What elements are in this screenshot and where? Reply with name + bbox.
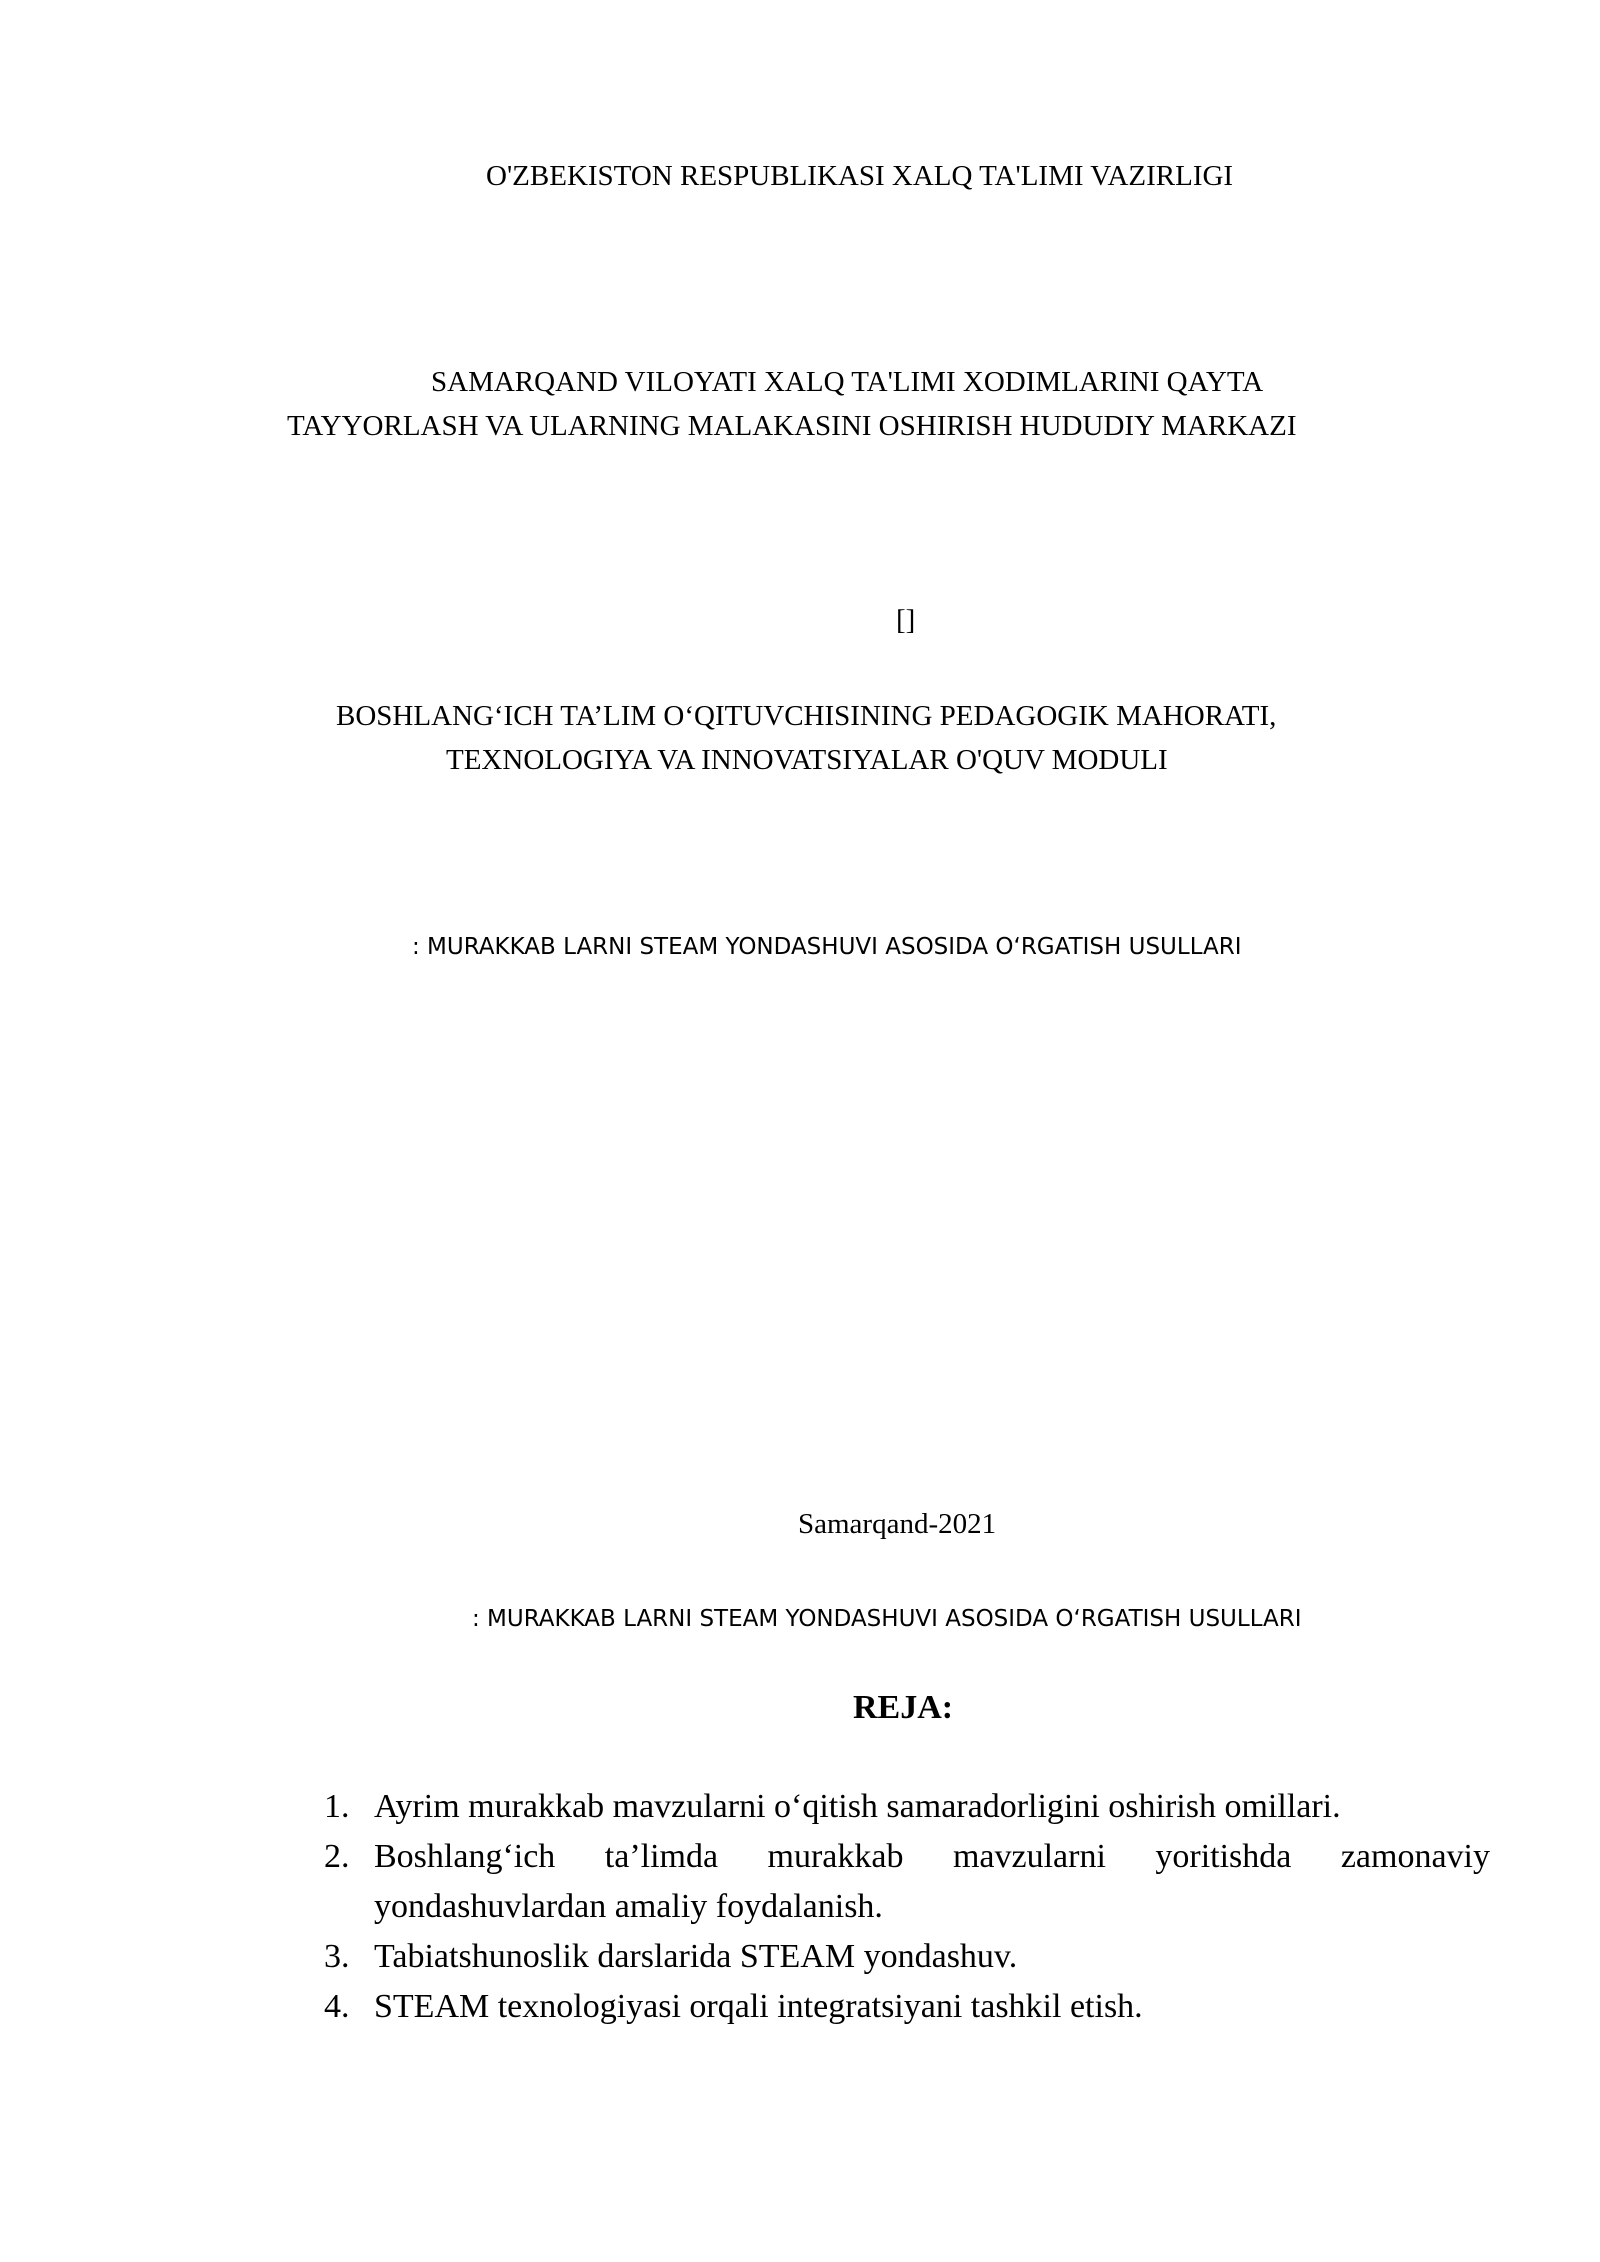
plan-item-number: 1. <box>324 1788 350 1825</box>
plan-item-text: Boshlang‘ich ta’limda murakkab mavzularni yoritishda zamonaviy yondashuvlardan amaliy foydalanish. <box>374 1838 1490 1925</box>
topic-line-1-text: : MURAKKAB LARNI STEAM YONDASHUVI ASOSIDA O‘RGATISH USULLARI <box>412 934 1242 960</box>
plan-heading: REJA: <box>853 1689 954 1726</box>
plan-item-number: 4. <box>324 1988 350 2025</box>
regional-center-line1-text: SAMARQAND VILOYATI XALQ TA'LIMI XODIMLARINI QAYTA <box>431 366 1264 398</box>
topic-line-2-text: : MURAKKAB LARNI STEAM YONDASHUVI ASOSIDA O‘RGATISH USULLARI <box>472 1606 1302 1632</box>
plan-item <box>320 1782 1490 1832</box>
empty-brackets-text: [] <box>896 604 916 636</box>
plan-item <box>320 1832 1490 1932</box>
ministry-heading-text: O'ZBEKISTON RESPUBLIKASI XALQ TA'LIMI VAZIRLIGI <box>486 160 1234 192</box>
plan-item-number: 2. <box>324 1838 350 1875</box>
plan-item <box>320 1932 1490 1982</box>
plan-item-text: Tabiatshunoslik darslarida STEAM yondashuv. <box>374 1938 1018 1975</box>
module-title-line2-text: TEXNOLOGIYA VA INNOVATSIYALAR O'QUV MODULI <box>446 744 1168 776</box>
plan-item <box>320 1982 1490 2032</box>
regional-center-line2-text: TAYYORLASH VA ULARNING MALAKASINI OSHIRISH HUDUDIY MARKAZI <box>287 410 1297 442</box>
city-year-text: Samarqand-2021 <box>798 1508 997 1540</box>
plan-item-text: STEAM texnologiyasi orqali integratsiyani tashkil etish. <box>374 1988 1143 2025</box>
module-title-line1-text: BOSHLANG‘ICH TA’LIM O‘QITUVCHISINING PEDAGOGIK MAHORATI, <box>336 700 1277 732</box>
plan-item-text: Ayrim murakkab mavzularni o‘qitish samaradorligini oshirish omillari. <box>374 1788 1341 1825</box>
plan-list <box>320 1782 1490 2032</box>
plan-item-number: 3. <box>324 1938 350 1975</box>
